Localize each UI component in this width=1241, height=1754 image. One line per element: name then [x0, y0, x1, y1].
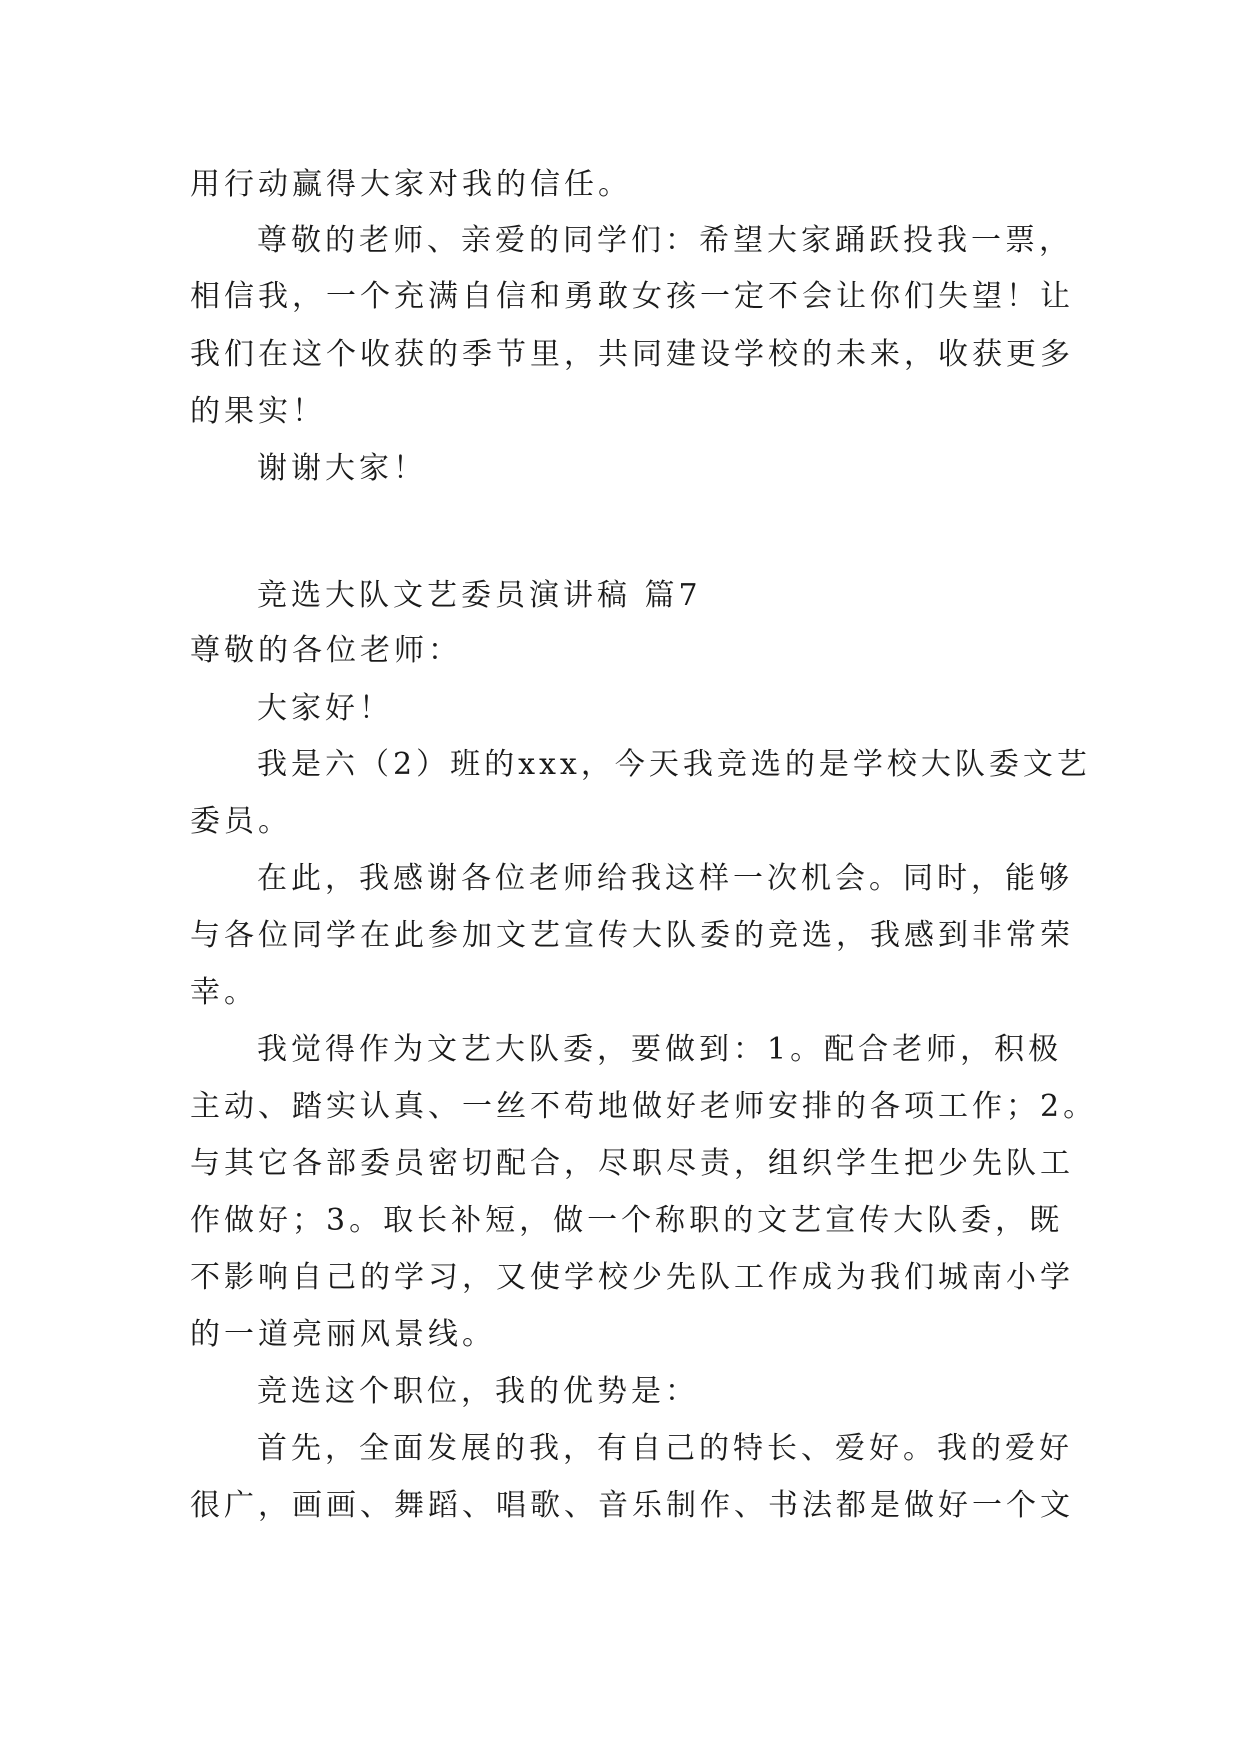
- paragraph-line: 与各位同学在此参加文艺宣传大队委的竞选，我感到非常荣: [190, 918, 1074, 953]
- salutation: 尊敬的各位老师：: [190, 633, 462, 668]
- paragraph-line: 与其它各部委员密切配合，尽职尽责，组织学生把少先队工: [190, 1146, 1074, 1181]
- paragraph-line: 的一道亮丽风景线。: [190, 1317, 496, 1352]
- paragraph-line: 相信我，一个充满自信和勇敢女孩一定不会让你们失望！让: [190, 279, 1074, 314]
- paragraph-line: 的果实！: [190, 394, 326, 429]
- section-heading: 竞选大队文艺委员演讲稿 篇7: [257, 578, 702, 613]
- paragraph-line: 我们在这个收获的季节里，共同建设学校的未来，收获更多: [190, 337, 1074, 372]
- paragraph-line: 我是六（2）班的xxx，今天我竞选的是学校大队委文艺: [257, 747, 1091, 782]
- paragraph-line: 在此，我感谢各位老师给我这样一次机会。同时，能够: [257, 861, 1073, 896]
- paragraph-line: 谢谢大家！: [257, 451, 427, 486]
- paragraph-line: 用行动赢得大家对我的信任。: [190, 167, 632, 202]
- paragraph-line: 很广，画画、舞蹈、唱歌、音乐制作、书法都是做好一个文: [190, 1488, 1074, 1523]
- paragraph-line: 尊敬的老师、亲爱的同学们：希望大家踊跃投我一票，: [257, 223, 1073, 258]
- paragraph-line: 作做好；3。取长补短，做一个称职的文艺宣传大队委，既: [190, 1203, 1064, 1238]
- greeting: 大家好！: [257, 691, 393, 726]
- paragraph-line: 我觉得作为文艺大队委，要做到：1。配合老师，积极: [257, 1032, 1063, 1067]
- paragraph-line: 不影响自己的学习，又使学校少先队工作成为我们城南小学: [190, 1260, 1074, 1295]
- paragraph-line: 委员。: [190, 804, 292, 839]
- paragraph-line: 首先，全面发展的我，有自己的特长、爱好。我的爱好: [257, 1431, 1073, 1466]
- paragraph-line: 幸。: [190, 975, 258, 1010]
- paragraph-line: 主动、踏实认真、一丝不苟地做好老师安排的各项工作；2。: [190, 1089, 1098, 1124]
- paragraph-line: 竞选这个职位，我的优势是：: [257, 1374, 699, 1409]
